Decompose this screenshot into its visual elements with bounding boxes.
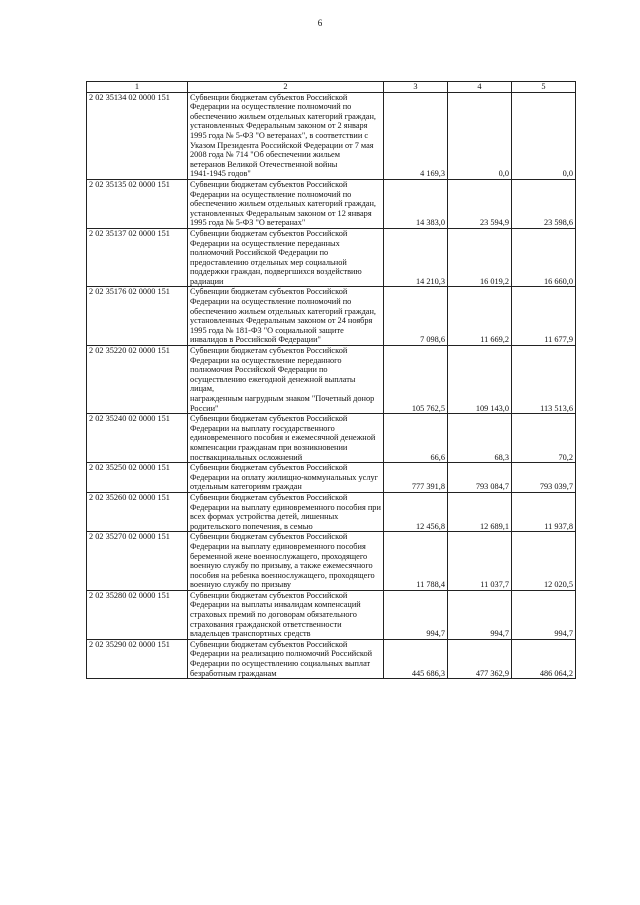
amount-cell-year-1: 777 391,8 bbox=[384, 463, 448, 493]
description-line: Субвенции бюджетам субъектов Российской bbox=[190, 414, 348, 424]
amount-cell-year-3: 70,2 bbox=[512, 414, 576, 463]
amount-cell-year-1: 14 210,3 bbox=[384, 228, 448, 287]
description-line: Субвенции бюджетам субъектов Российской bbox=[190, 532, 348, 542]
description-line: осуществлению ежегодной денежной выплаты лицам, bbox=[190, 374, 356, 394]
budget-code-cell: 2 02 35134 02 0000 151 bbox=[87, 92, 188, 179]
description-line: Субвенции бюджетам субъектов Российской bbox=[190, 287, 348, 297]
description-line: страховых премий по договорам обязательного bbox=[190, 610, 357, 620]
description-line: владельцев транспортных средств bbox=[190, 629, 311, 639]
description-line: полномочий Российской Федерации по bbox=[190, 248, 329, 258]
description-cell bbox=[188, 92, 384, 179]
amount-cell-year-3: 12 020,5 bbox=[512, 532, 576, 591]
column-header-year-2: 4 bbox=[448, 82, 512, 93]
description-line: обеспечению жильем отдельных категорий граждан, bbox=[190, 199, 376, 209]
description-line: Федерации по осуществлению социальных выплат bbox=[190, 659, 371, 669]
amount-cell-year-2: 109 143,0 bbox=[448, 346, 512, 414]
description-cell bbox=[188, 492, 384, 531]
amount-cell-year-3: 0,0 bbox=[512, 92, 576, 179]
description-line: Федерации на реализацию полномочий Российской bbox=[190, 649, 373, 659]
description-line: Федерации на осуществление полномочий по bbox=[190, 297, 352, 307]
table-header bbox=[87, 82, 576, 93]
description-line: Федерации на выплаты инвалидам компенсаций bbox=[190, 600, 361, 610]
budget-code-cell: 2 02 35240 02 0000 151 bbox=[87, 414, 188, 463]
description-line: установленных Федеральным законом от 12 января bbox=[190, 208, 372, 218]
amount-cell-year-3: 486 064,2 bbox=[512, 639, 576, 678]
description-line: поствакцинальных осложнений bbox=[190, 452, 303, 462]
description-line: Федерации на осуществление переданных bbox=[190, 238, 340, 248]
description-cell bbox=[188, 590, 384, 639]
description-line: 1995 года № 5-ФЗ "О ветеранах", в соответствии с bbox=[190, 130, 369, 140]
amount-cell-year-1: 66,6 bbox=[384, 414, 448, 463]
description-line: страхования гражданской ответственности bbox=[190, 619, 342, 629]
description-line: Субвенции бюджетам субъектов Российской bbox=[190, 179, 348, 189]
table-row bbox=[87, 228, 576, 287]
description-line: Федерации на выплату государственного bbox=[190, 423, 335, 433]
amount-cell-year-3: 11 937,8 bbox=[512, 492, 576, 531]
budget-table bbox=[86, 81, 576, 679]
description-cell bbox=[188, 287, 384, 346]
amount-cell-year-3: 16 660,0 bbox=[512, 228, 576, 287]
description-line: пособия на ребенка военнослужащего, проходящего bbox=[190, 570, 375, 580]
description-cell bbox=[188, 228, 384, 287]
amount-cell-year-2: 793 084,7 bbox=[448, 463, 512, 493]
budget-code-cell: 2 02 35137 02 0000 151 bbox=[87, 228, 188, 287]
budget-code-cell: 2 02 35220 02 0000 151 bbox=[87, 346, 188, 414]
budget-code-cell: 2 02 35270 02 0000 151 bbox=[87, 532, 188, 591]
amount-cell-year-2: 11 037,7 bbox=[448, 532, 512, 591]
amount-cell-year-3: 23 598,6 bbox=[512, 179, 576, 228]
amount-cell-year-1: 4 169,3 bbox=[384, 92, 448, 179]
description-line: инвалидов в Российской Федерации" bbox=[190, 335, 321, 345]
description-line: родительского попечения, в семью bbox=[190, 521, 313, 531]
description-line: поддержки граждан, подвергшихся воздействию bbox=[190, 267, 362, 277]
amount-cell-year-1: 11 788,4 bbox=[384, 532, 448, 591]
table-row bbox=[87, 463, 576, 493]
description-line: Субвенции бюджетам субъектов Российской bbox=[190, 590, 348, 600]
description-line: Указом Президента Российской Федерации от 7 мая bbox=[190, 140, 374, 150]
table-row bbox=[87, 639, 576, 678]
column-header-description: 2 bbox=[188, 82, 384, 93]
amount-cell-year-2: 23 594,9 bbox=[448, 179, 512, 228]
amount-cell-year-2: 0,0 bbox=[448, 92, 512, 179]
description-line: радиации bbox=[190, 276, 224, 286]
budget-code-cell: 2 02 35260 02 0000 151 bbox=[87, 492, 188, 531]
budget-code-cell: 2 02 35250 02 0000 151 bbox=[87, 463, 188, 493]
amount-cell-year-2: 11 669,2 bbox=[448, 287, 512, 346]
description-line: военную службу по призыву bbox=[190, 580, 292, 590]
description-line: 1995 года № 5-ФЗ "О ветеранах" bbox=[190, 218, 306, 228]
description-line: 1941-1945 годов" bbox=[190, 169, 251, 179]
table-row bbox=[87, 590, 576, 639]
column-header-year-3: 5 bbox=[512, 82, 576, 93]
amount-cell-year-1: 12 456,8 bbox=[384, 492, 448, 531]
description-line: установленных Федеральным законом от 24 ноября bbox=[190, 316, 373, 326]
description-line: Федерации на осуществление полномочий по bbox=[190, 102, 352, 112]
description-cell bbox=[188, 463, 384, 493]
description-line: ветеранов Великой Отечественной войны bbox=[190, 159, 338, 169]
description-line: обеспечению жильем отдельных категорий граждан, bbox=[190, 306, 376, 316]
table-row bbox=[87, 346, 576, 414]
budget-code-cell: 2 02 35135 02 0000 151 bbox=[87, 179, 188, 228]
amount-cell-year-3: 793 039,7 bbox=[512, 463, 576, 493]
description-line: 1995 года № 181-ФЗ "О социальной защите bbox=[190, 325, 344, 335]
amount-cell-year-2: 12 689,1 bbox=[448, 492, 512, 531]
description-line: единовременного пособия и ежемесячной денежной bbox=[190, 433, 376, 443]
description-line: беременной жене военнослужащего, проходящего bbox=[190, 551, 368, 561]
amount-cell-year-2: 994,7 bbox=[448, 590, 512, 639]
amount-cell-year-3: 11 677,9 bbox=[512, 287, 576, 346]
description-line: Федерации на выплату единовременного пособия при bbox=[190, 502, 381, 512]
column-header-code: 1 bbox=[87, 82, 188, 93]
description-line: награжденным нагрудным знаком "Почетный донор bbox=[190, 394, 375, 403]
amount-cell-year-2: 477 362,9 bbox=[448, 639, 512, 678]
amount-cell-year-1: 105 762,5 bbox=[384, 346, 448, 414]
budget-code-cell: 2 02 35176 02 0000 151 bbox=[87, 287, 188, 346]
description-line: Субвенции бюджетам субъектов Российской bbox=[190, 492, 348, 502]
description-line: Субвенции бюджетам субъектов Российской bbox=[190, 463, 348, 473]
description-line: военную службу по призыву, а также ежемесячного bbox=[190, 561, 373, 571]
amount-cell-year-1: 14 383,0 bbox=[384, 179, 448, 228]
description-cell bbox=[188, 414, 384, 463]
description-line: Федерации на оплату жилищно-коммунальных услуг bbox=[190, 472, 379, 482]
description-line: 2008 года № 714 "Об обеспечении жильем bbox=[190, 150, 340, 160]
amount-cell-year-1: 7 098,6 bbox=[384, 287, 448, 346]
table-row bbox=[87, 179, 576, 228]
amount-cell-year-2: 68,3 bbox=[448, 414, 512, 463]
budget-code-cell: 2 02 35280 02 0000 151 bbox=[87, 590, 188, 639]
description-cell bbox=[188, 346, 384, 414]
description-cell bbox=[188, 179, 384, 228]
description-line: безработным гражданам bbox=[190, 668, 277, 678]
description-line: установленных Федеральным законом от 2 января bbox=[190, 121, 368, 131]
column-header-year-1: 3 bbox=[384, 82, 448, 93]
table-row bbox=[87, 287, 576, 346]
table-row bbox=[87, 92, 576, 179]
table-row bbox=[87, 414, 576, 463]
description-line: Субвенции бюджетам субъектов Российской bbox=[190, 346, 348, 356]
description-line: всех формах устройства детей, лишенных bbox=[190, 512, 339, 522]
table-row bbox=[87, 532, 576, 591]
amount-cell-year-1: 994,7 bbox=[384, 590, 448, 639]
page-number: 6 bbox=[317, 18, 323, 28]
amount-cell-year-3: 113 513,6 bbox=[512, 346, 576, 414]
amount-cell-year-2: 16 019,2 bbox=[448, 228, 512, 287]
description-cell bbox=[188, 532, 384, 591]
description-line: предоставлению отдельных мер социальной bbox=[190, 257, 347, 267]
description-cell bbox=[188, 639, 384, 678]
description-line: Субвенции бюджетам субъектов Российской bbox=[190, 92, 348, 102]
description-line: Субвенции бюджетам субъектов Российской bbox=[190, 228, 348, 238]
description-line: отдельным категориям граждан bbox=[190, 482, 302, 492]
description-line: обеспечению жильем отдельных категорий граждан, bbox=[190, 111, 376, 121]
header-row bbox=[87, 82, 576, 93]
table-row bbox=[87, 492, 576, 531]
amount-cell-year-3: 994,7 bbox=[512, 590, 576, 639]
description-line: компенсации гражданам при возникновении bbox=[190, 442, 348, 452]
table-body bbox=[87, 92, 576, 679]
description-line: России" bbox=[190, 403, 219, 413]
description-line: Субвенции бюджетам субъектов Российской bbox=[190, 639, 348, 649]
description-line: Федерации на выплату единовременного пособия bbox=[190, 541, 366, 551]
description-line: Федерации на осуществление полномочий по bbox=[190, 189, 352, 199]
description-line: полномочия Российской Федерации по bbox=[190, 365, 328, 375]
budget-code-cell: 2 02 35290 02 0000 151 bbox=[87, 639, 188, 678]
amount-cell-year-1: 445 686,3 bbox=[384, 639, 448, 678]
description-line: Федерации на осуществление переданного bbox=[190, 355, 342, 365]
